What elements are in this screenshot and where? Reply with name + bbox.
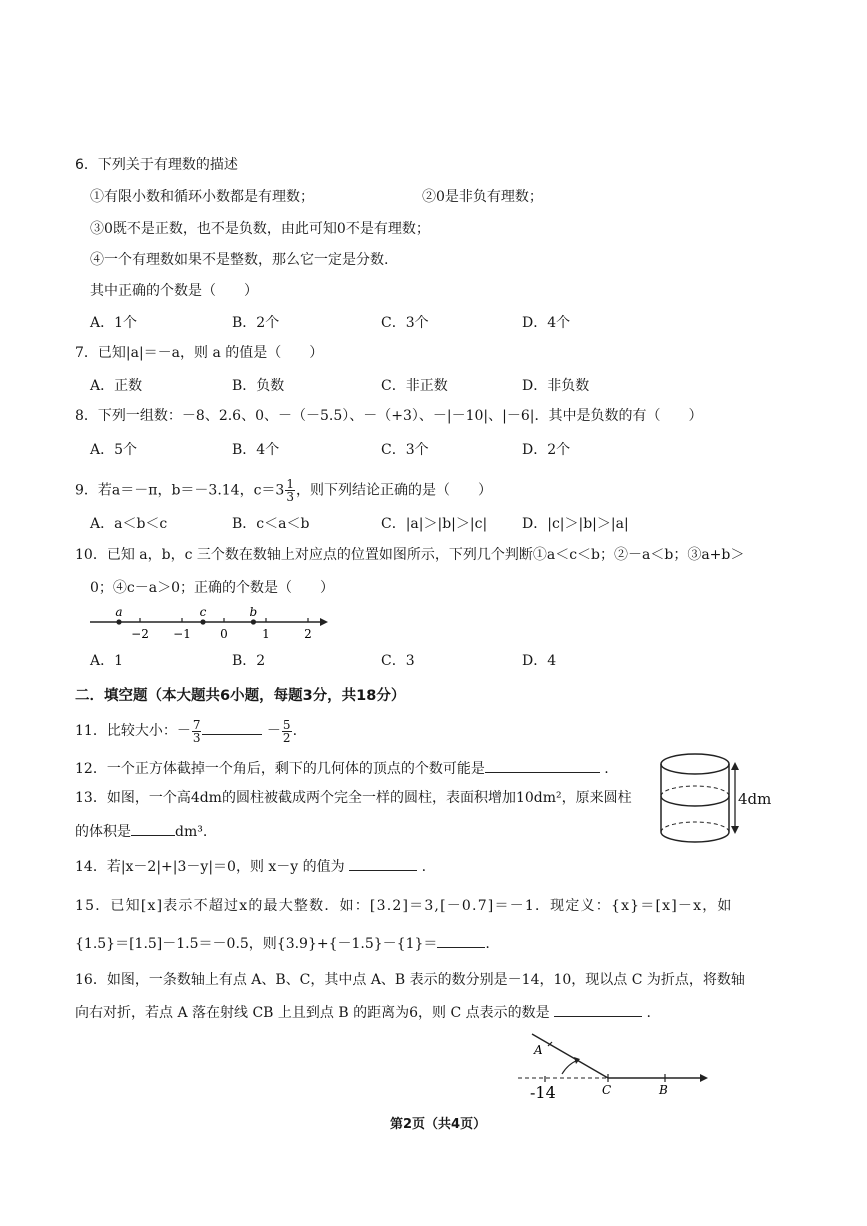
q8-stem: 8．下列一组数：－8、2.6、0、－（－5.5）、－（+3）、－|－10|、|－6|．其中是负数的有（ ） [75,408,703,424]
q6-statement-2: ②0是非负有理数； [422,189,543,205]
q10-option-c: C．3 [381,653,415,669]
arrow-up-icon [731,762,739,770]
page-footer: 第2页（共4页） [390,1117,487,1132]
axis-point-c [200,619,205,624]
q15-line-2 [75,933,490,954]
axis-point-label-a: a [115,605,123,619]
axis-tick-label: 2 [304,627,312,641]
q11-f1-den: 3 [192,730,201,745]
axis-tick-label: 0 [220,627,228,641]
q6-statement-4: ④一个有理数如果不是整数，那么它一定是分数. [90,252,389,268]
q13-answer-blank[interactable] [131,821,175,836]
q9-fraction [285,478,295,503]
q13-line-2 [75,821,207,842]
cylinder-bottom-back [661,822,729,832]
q7-option-d: D．非负数 [522,378,590,394]
q9-option-d: D．|c|＞|b|＞|a| [522,516,629,532]
q7-option-b: B．负数 [232,378,285,394]
q9-frac-num: 1 [286,477,294,491]
axis-point-a [116,619,121,624]
q13-line2-pre: 的体积是 [75,824,131,840]
q15-line2-pre: {1.5}＝[1.5]－1.5＝－0.5，则{3.9}+{－1.5}－{1}＝ [75,936,438,952]
q12-stem [75,758,609,779]
q16-post: . [646,1005,651,1021]
axis-tick-label: 1 [262,627,270,641]
axis-point-label-c: c [199,605,207,619]
q15-answer-blank[interactable] [437,933,485,948]
q7-option-a: A．正数 [90,378,143,394]
axis-tick-label: −2 [131,627,149,641]
q8-option-d: D．2个 [522,442,571,458]
height-label: 4dm [738,790,772,808]
folded-segment [532,1034,608,1078]
axis-point-b [251,619,256,624]
q10-line-2: 0；④c－a＞0；正确的个数是（ ） [90,580,335,596]
q11-fraction-1 [192,719,202,744]
cylinder-cut-back [661,786,729,796]
axis-tick-label: −1 [173,627,191,641]
q6-statement-3: ③0既不是正数，也不是负数，由此可知0不是有理数； [90,221,430,237]
q14-post: . [421,859,427,875]
q14-answer-blank[interactable] [349,856,417,871]
q11-mid: － [266,723,281,739]
q16-line-1: 16．如图，一条数轴上有点 A、B、C，其中点 A、B 表示的数分别是－14，10，现以点 C 为折点，将数轴 [75,972,745,988]
q11-f2-num: 5 [282,717,291,732]
q11-stem [75,716,297,746]
q9-option-a: A．a＜b＜c [90,516,168,532]
cylinder-bottom-front [661,832,729,842]
q9-option-b: B．c＜a＜b [232,516,310,532]
ray-arrow-icon [700,1074,708,1082]
q12-answer-blank[interactable] [485,758,600,773]
q6-stem: 6．下列关于有理数的描述 [75,157,238,173]
q6-ask: 其中正确的个数是（ ） [90,283,258,299]
q6-option-a: A．1个 [90,315,138,331]
cylinder-top [661,754,729,774]
q15-line2-post: . [485,936,490,952]
q11-fraction-2 [282,719,292,744]
label-a: A [534,1043,543,1057]
q10-option-a: A．1 [90,653,124,669]
q10-option-d: D．4 [522,653,557,669]
q9-option-c: C．|a|＞|b|＞|c| [381,516,488,532]
cylinder-cut-front [661,796,729,806]
q6-option-b: B．2个 [232,315,280,331]
q10-number-line [88,600,338,648]
q9-stem [75,478,492,503]
q11-post: . [292,723,298,739]
arrow-down-icon [731,826,739,834]
q12-post: . [604,761,609,777]
q8-option-b: B．4个 [232,442,280,458]
q10-line-1: 10．已知 a，b，c 三个数在数轴上对应点的位置如图所示，下列几个判断①a＜c＜b；②－a＜b；③a+b＞ [75,547,745,563]
q6-option-c: C．3个 [381,315,429,331]
section-2-title: 二．填空题（本大题共6小题，每题3分，共18分） [75,688,406,704]
q9-frac-den: 3 [286,490,294,504]
q7-stem: 7．已知|a|＝－a，则 a 的值是（ ） [75,345,324,361]
q16-line2-text: 向右对折，若点 A 落在射线 CB 上且到点 B 的距离为6，则 C 点表示的数是 [75,1005,550,1021]
q11-f2-den: 2 [282,730,291,745]
q11-answer-blank[interactable] [202,720,262,735]
q7-option-c: C．非正数 [381,378,448,394]
q11-f1-num: 7 [192,717,201,732]
q14-stem [75,856,426,877]
q13-line2-post: dm³. [175,824,208,840]
cylinder-figure [655,748,785,848]
q16-line-2 [75,1002,651,1023]
q9-stem-post: ，则下列结论正确的是（ ） [295,482,492,499]
q13-line-1: 13．如图，一个高4dm的圆柱被截成两个完全一样的圆柱，表面积增加10dm²，原来圆柱 [75,790,632,806]
q12-text: 12．一个正方体截掉一个角后，剩下的几何体的顶点的个数可能是 [75,761,485,777]
q9-stem-pre: 9．若a＝－π，b＝－3.14，c＝3 [75,482,285,499]
axis-point-label-b: b [249,605,258,619]
q8-option-c: C．3个 [381,442,429,458]
fold-figure [510,1028,720,1104]
handwritten-minus-14: -14 [530,1083,556,1102]
q8-option-a: A．5个 [90,442,138,458]
label-b: B [659,1083,668,1097]
label-c: C [602,1083,612,1097]
q6-option-d: D．4个 [522,315,571,331]
q6-statement-1: ①有限小数和循环小数都是有理数； [90,189,314,205]
q15-line-1: 15．已知[x]表示不超过x的最大整数．如：[3.2]＝3,[－0.7]＝－1．现定义：{x}＝[x]－x，如 [75,898,733,914]
q11-pre: 11．比较大小：－ [75,723,191,739]
q14-text: 14．若|x－2|+|3－y|＝0，则 x－y 的值为 [75,859,345,875]
axis-arrow-icon [320,618,328,626]
q16-answer-blank[interactable] [554,1002,642,1017]
q10-option-b: B．2 [232,653,266,669]
